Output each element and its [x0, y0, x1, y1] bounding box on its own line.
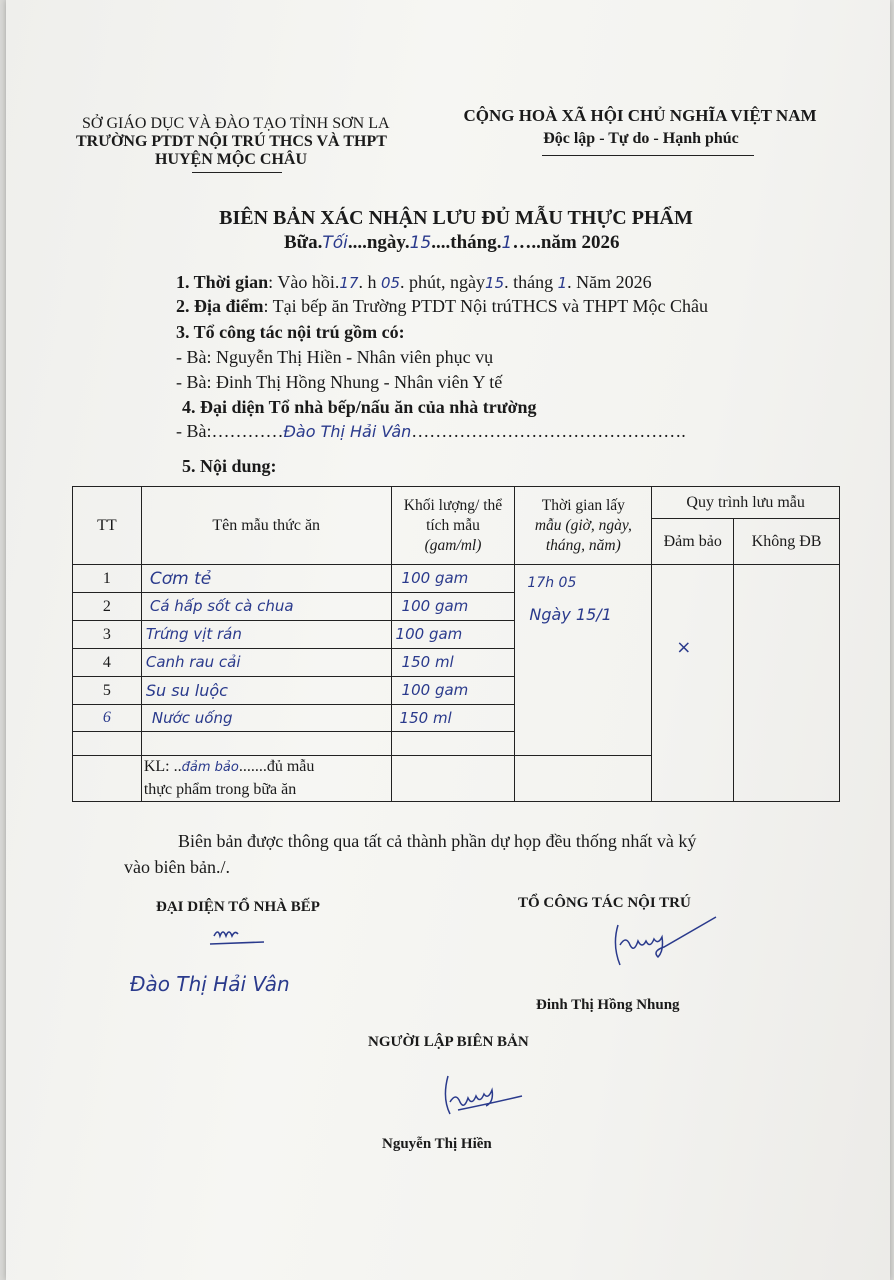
conclusion-cell: KL: ..đảm bảo.......đủ mẫu thực phẩm trong bữa ăn [141, 756, 391, 802]
team-member-1: - Bà: Nguyễn Thị Hiền - Nhân viên phục vụ [176, 347, 494, 367]
row-food: Nước uống [141, 705, 391, 732]
section-location: 2. Địa điểm: Tại bếp ăn Trường PTDT Nội trúTHCS và THPT Mộc Châu [176, 296, 708, 316]
row-tt: 1 [73, 565, 142, 593]
header-not-ok: Không ĐB [734, 519, 840, 565]
kitchen-rep-name: Đào Thị Hải Vân [130, 972, 290, 996]
header-process: Quy trình lưu mẫu [652, 487, 840, 519]
row-amount: 100 gam [391, 621, 515, 649]
header-tt: TT [73, 487, 142, 565]
row-amount: 100 gam [391, 593, 515, 621]
closing-line-2: vào biên bản./. [124, 857, 230, 877]
not-ok-cell [734, 565, 840, 802]
ok-check-mark: × [676, 637, 692, 658]
row-tt: 4 [73, 649, 142, 677]
header-right-line1: CỘNG HOÀ XÃ HỘI CHỦ NGHĨA VIỆT NAM [463, 106, 817, 125]
sample-time-date: Ngày 15/1 [529, 605, 612, 624]
row-food: Cá hấp sốt cà chua [141, 593, 391, 621]
closing-line-1: Biên bản được thông qua tất cả thành phần dự họp đều thống nhất và ký [178, 831, 697, 851]
document-page [6, 0, 890, 1280]
table-row [73, 565, 840, 593]
section-team-heading: 3. Tổ công tác nội trú gồm có: [176, 322, 405, 342]
section-kitchen-heading: 4. Đại diện Tổ nhà bếp/nấu ăn của nhà trường [182, 397, 537, 417]
row-food: Canh rau cải [141, 649, 391, 677]
section-content-heading: 5. Nội dung: [182, 456, 277, 476]
header-right-line2: Độc lập - Tự do - Hạnh phúc [543, 130, 739, 147]
row-tt: 2 [73, 593, 142, 621]
row-amount: 100 gam [391, 565, 515, 593]
row-tt: 3 [73, 621, 142, 649]
header-left-line2: TRƯỜNG PTDT NỘI TRÚ THCS VÀ THPT [76, 133, 387, 150]
sample-time-cell [515, 565, 652, 756]
boarding-team-title: TỔ CÔNG TÁC NỘI TRÚ [518, 895, 691, 911]
row-amount: 150 ml [391, 705, 515, 732]
header-sample-time: Thời gian lấy mẫu (giờ, ngày, tháng, năm) [515, 487, 652, 565]
header-food-name: Tên mẫu thức ăn [141, 487, 391, 565]
recorder-name: Nguyễn Thị Hiền [382, 1136, 492, 1152]
document-subtitle: Bữa.Tối....ngày.15....tháng.1…..năm 2026 [284, 232, 620, 253]
sample-time-hour: 17h 05 [527, 575, 577, 591]
row-food: Su su luộc [141, 677, 391, 705]
boarding-team-name: Đinh Thị Hồng Nhung [536, 997, 680, 1013]
row-amount: 150 ml [391, 649, 515, 677]
section-time: 1. Thời gian: Vào hồi.17. h 05. phút, ngày15. tháng 1. Năm 2026 [176, 272, 652, 292]
header-ok: Đảm bảo [652, 519, 734, 565]
row-amount: 100 gam [391, 677, 515, 705]
ok-cell [652, 565, 734, 802]
header-left-underline [192, 172, 282, 173]
header-left-line1: SỞ GIÁO DỤC VÀ ĐÀO TẠO TỈNH SƠN LA [82, 115, 390, 132]
kitchen-representative: - Bà:…………Đào Thị Hải Vân………………………………………. [176, 421, 686, 441]
kitchen-rep-title: ĐẠI DIỆN TỔ NHÀ BẾP [156, 899, 320, 915]
header-right-underline [542, 155, 754, 156]
header-weight: Khối lượng/ thể tích mẫu (gam/ml) [391, 487, 515, 565]
food-sample-table [72, 486, 840, 802]
row-food: Trứng vịt rán [141, 621, 391, 649]
row-tt: 5 [73, 677, 142, 705]
document-title: BIÊN BẢN XÁC NHẬN LƯU ĐỦ MẪU THỰC PHẨM [219, 207, 693, 229]
recorder-signature [438, 1072, 534, 1120]
row-food: Cơm tẻ [141, 565, 391, 593]
row-tt: 6 [73, 705, 142, 732]
kitchen-rep-signature [206, 922, 276, 950]
team-member-2: - Bà: Đinh Thị Hồng Nhung - Nhân viên Y tế [176, 372, 503, 392]
boarding-team-signature [606, 915, 726, 975]
header-left-line3: HUYỆN MỘC CHÂU [155, 151, 307, 168]
recorder-title: NGƯỜI LẬP BIÊN BẢN [368, 1034, 529, 1050]
